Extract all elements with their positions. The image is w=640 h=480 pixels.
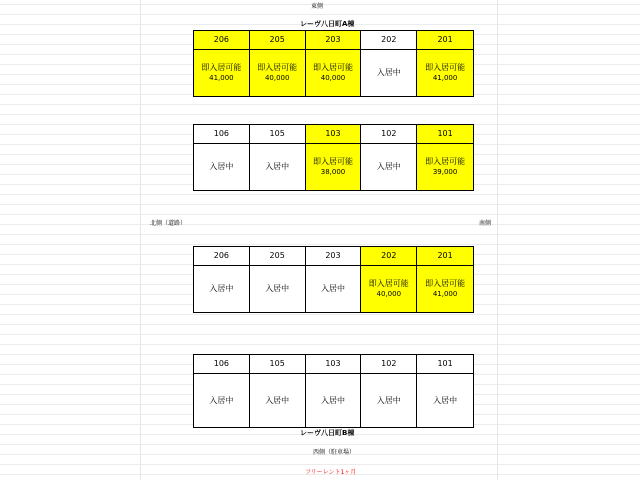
room-number-203: 203 bbox=[306, 31, 362, 50]
rent-price: 40,000 bbox=[376, 290, 402, 298]
room-status-202 bbox=[361, 50, 417, 96]
room-status-102 bbox=[361, 374, 417, 427]
rent-price: 41,000 bbox=[432, 74, 458, 82]
grid-column-line bbox=[140, 0, 141, 480]
status-text: 即入居可能 bbox=[425, 279, 466, 288]
status-text: 入居中 bbox=[376, 395, 401, 405]
rent-price: 40,000 bbox=[264, 74, 290, 82]
room-number-201: 201 bbox=[417, 31, 473, 50]
room-number-203: 203 bbox=[306, 247, 362, 266]
room-status-101 bbox=[417, 144, 473, 190]
room-number-101: 101 bbox=[417, 125, 473, 144]
status-text: 即入居可能 bbox=[368, 279, 409, 288]
room-number-106: 106 bbox=[194, 125, 250, 144]
room-status-106 bbox=[194, 374, 250, 427]
status-text: 即入居可能 bbox=[312, 157, 353, 166]
rent-price: 39,000 bbox=[432, 168, 458, 176]
room-number-105: 105 bbox=[250, 355, 306, 374]
room-status-206 bbox=[194, 266, 250, 312]
room-number-206: 206 bbox=[194, 247, 250, 266]
room-number-202: 202 bbox=[361, 247, 417, 266]
grid-column-line bbox=[497, 0, 498, 480]
status-text: 即入居可能 bbox=[312, 63, 353, 72]
status-text: 入居中 bbox=[433, 395, 458, 405]
room-number-106: 106 bbox=[194, 355, 250, 374]
building-b-floor2 bbox=[193, 246, 474, 313]
status-text: 即入居可能 bbox=[425, 63, 466, 72]
status-text: 入居中 bbox=[209, 162, 234, 171]
room-status-105 bbox=[250, 374, 306, 427]
status-text: 即入居可能 bbox=[257, 63, 298, 72]
room-number-202: 202 bbox=[361, 31, 417, 50]
status-text: 入居中 bbox=[209, 284, 234, 293]
room-status-102 bbox=[361, 144, 417, 190]
room-status-105 bbox=[250, 144, 306, 190]
free-rent-note: フリーレント1ヶ月 bbox=[305, 469, 357, 476]
room-number-201: 201 bbox=[417, 247, 473, 266]
building-b-title: レーヴ八日町B棟 bbox=[300, 429, 355, 437]
north-side-label: 北側（道路） bbox=[150, 220, 187, 227]
room-status-205 bbox=[250, 50, 306, 96]
room-status-106 bbox=[194, 144, 250, 190]
room-number-103: 103 bbox=[306, 355, 362, 374]
room-status-203 bbox=[306, 50, 362, 96]
room-status-103 bbox=[306, 374, 362, 427]
room-number-103: 103 bbox=[306, 125, 362, 144]
building-a-floor1 bbox=[193, 124, 474, 191]
status-text: 入居中 bbox=[265, 162, 290, 171]
status-text: 即入居可能 bbox=[425, 157, 466, 166]
status-text: 入居中 bbox=[376, 68, 401, 77]
status-text: 入居中 bbox=[320, 395, 345, 405]
rent-price: 41,000 bbox=[432, 290, 458, 298]
status-text: 入居中 bbox=[265, 284, 290, 293]
room-number-102: 102 bbox=[361, 125, 417, 144]
room-number-205: 205 bbox=[250, 247, 306, 266]
room-number-205: 205 bbox=[250, 31, 306, 50]
rent-price: 40,000 bbox=[320, 74, 346, 82]
status-text: 入居中 bbox=[320, 284, 345, 293]
room-status-201 bbox=[417, 50, 473, 96]
room-number-101: 101 bbox=[417, 355, 473, 374]
status-text: 即入居可能 bbox=[201, 63, 242, 72]
room-status-103 bbox=[306, 144, 362, 190]
room-status-203 bbox=[306, 266, 362, 312]
room-status-206 bbox=[194, 50, 250, 96]
status-text: 入居中 bbox=[376, 162, 401, 171]
room-number-105: 105 bbox=[250, 125, 306, 144]
room-number-206: 206 bbox=[194, 31, 250, 50]
building-a-title: レーヴ八日町A棟 bbox=[300, 20, 355, 28]
room-status-205 bbox=[250, 266, 306, 312]
status-text: 入居中 bbox=[265, 395, 290, 405]
building-b-floor1 bbox=[193, 354, 474, 428]
room-status-101 bbox=[417, 374, 473, 427]
room-status-202 bbox=[361, 266, 417, 312]
room-status-201 bbox=[417, 266, 473, 312]
building-a-floor2 bbox=[193, 30, 474, 97]
status-text: 入居中 bbox=[209, 395, 234, 405]
room-number-102: 102 bbox=[361, 355, 417, 374]
west-side-label: 西側（駐車場） bbox=[313, 449, 356, 456]
rent-price: 41,000 bbox=[209, 74, 234, 82]
south-side-label: 南側 bbox=[479, 220, 492, 227]
east-side-label: 東側 bbox=[311, 3, 324, 10]
rent-price: 38,000 bbox=[320, 168, 346, 176]
